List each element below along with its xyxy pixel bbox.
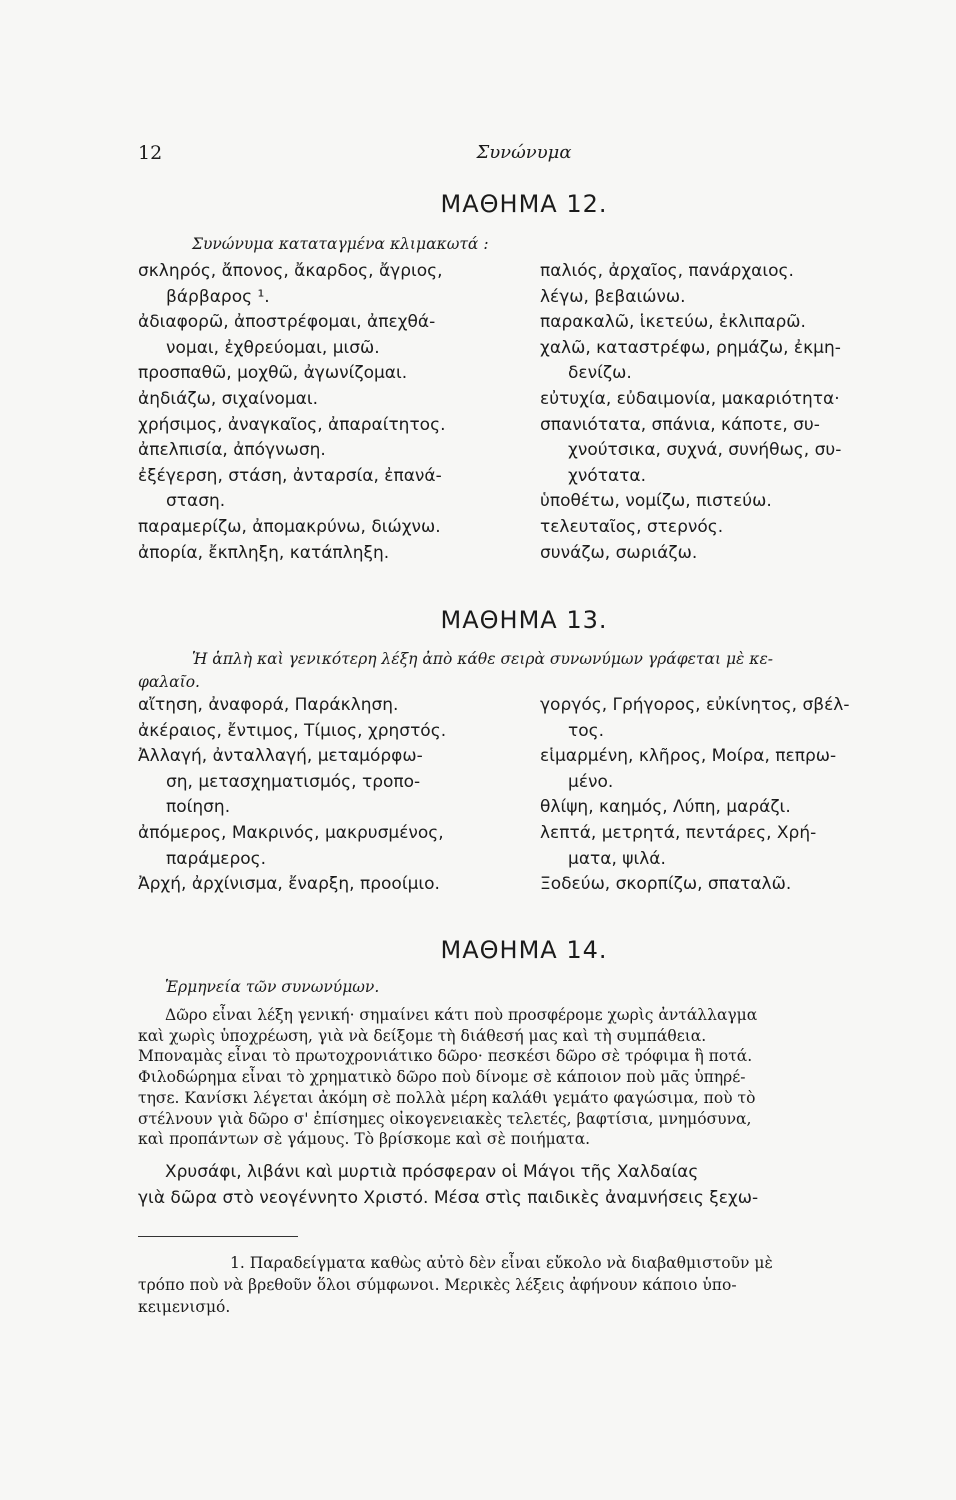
synonym-line: μένο. [568, 771, 614, 792]
synonym-line: τος. [568, 720, 605, 741]
synonym-line: παραμερίζω, ἀπομακρύνω, διώχνω. [138, 516, 441, 537]
synonym-line: γοργός, Γρήγορος, εὐκίνητος, σβέλ- [540, 695, 850, 715]
synonym-line: συνάζω, σωριάζω. [540, 542, 698, 563]
synonym-line: χνούτσικα, συχνά, συνήθως, συ- [568, 440, 842, 461]
lesson-12-title: ΜΑΘΗΜΑ 12. [440, 190, 608, 218]
synonym-line: ἀδιαφορῶ, ἀποστρέφομαι, ἀπεχθά- [138, 312, 436, 333]
lesson-12-right-column [540, 259, 912, 566]
footnote [138, 1252, 910, 1318]
running-title: Συνώνυμα [476, 142, 572, 163]
synonym-line: ἀπορία, ἔκπληξη, κατάπληξη. [138, 542, 390, 563]
synonym-line: ἀπελπισία, ἀπόγνωση. [138, 440, 326, 461]
paragraph-line: καὶ χωρὶς ὑποχρέωση, γιὰ νὰ δείξομε τὴ διάθεσή μας καὶ τὴ συμπάθεια. [138, 1026, 707, 1045]
synonym-line: Ἀρχή, ἀρχίνισμα, ἔναρξη, προοίμιο. [138, 874, 440, 895]
synonym-line: λέγω, βεβαιώνω. [540, 286, 686, 307]
synonym-line: ποίηση. [166, 797, 231, 818]
synonym-line: ματα, ψιλά. [568, 848, 666, 869]
synonym-line: Ἀλλαγή, ἀνταλλαγή, μεταμόρφω- [138, 746, 423, 767]
synonym-line: ση, μετασχηματισμός, τροπο- [166, 771, 421, 792]
synonym-line: δενίζω. [568, 363, 632, 384]
synonym-line: αἴτηση, ἀναφορά, Παράκληση. [138, 695, 399, 715]
paragraph-line: γιὰ δῶρα στὸ νεογέννητο Χριστό. Μέσα στὶς παιδικὲς ἀναμνήσεις ξεχω- [138, 1188, 759, 1208]
synonym-line: χνότατα. [568, 465, 647, 486]
synonym-line: εὐτυχία, εὐδαιμονία, μακαριότητα· [540, 388, 840, 409]
synonym-line: νομαι, ἐχθρεύομαι, μισῶ. [166, 337, 380, 358]
page-header [138, 142, 910, 166]
lesson-14-paragraph-2 [138, 1159, 910, 1211]
paragraph-line: Φιλοδώρημα εἶναι τὸ χρηματικὸ δῶρο ποὺ δίνομε σὲ κάποιον ποὺ μᾶς ὑπηρέ- [138, 1068, 746, 1087]
synonym-line: σταση. [166, 491, 226, 512]
paragraph-line: Χρυσάφι, λιβάνι καὶ μυρτιὰ πρόσφεραν οἱ Μάγοι τῆς Χαλδαίας [165, 1162, 699, 1182]
synonym-line: Ξοδεύω, σκορπίζω, σπαταλῶ. [540, 874, 792, 895]
synonym-line: ἐξέγερση, στάση, ἀνταρσία, ἐπανά- [138, 465, 442, 486]
footnote-line: κειμενισμό. [138, 1298, 231, 1316]
lesson-12-subtitle: Συνώνυμα καταταγμένα κλιμακωτά : [192, 235, 489, 253]
synonym-line: προσπαθῶ, μοχθῶ, ἀγωνίζομαι. [138, 363, 408, 384]
paragraph-line: Δῶρο εἶναι λέξη γενική· σημαίνει κάτι ποὺ προσφέρομε χωρὶς ἀντάλλαγμα [165, 1006, 758, 1024]
synonym-line: ἀκέραιος, ἔντιμος, Τίμιος, χρηστός. [138, 720, 447, 741]
paragraph-line: Μποναμὰς εἶναι τὸ πρωτοχρονιάτικο δῶρο· πεσκέσι δῶρο σὲ τρόφιμα ἢ ποτά. [138, 1047, 753, 1066]
synonym-line: τελευταῖος, στερνός. [540, 516, 724, 537]
paragraph-line: καὶ προπάντων σὲ γάμους. Τὸ βρίσκομε καὶ σὲ ποιήματα. [138, 1130, 591, 1149]
synonym-line: ἀπόμερος, Μακρινός, μακρυσμένος, [138, 822, 444, 843]
lesson-13-right-column [540, 693, 912, 898]
synonym-line: ἀηδιάζω, σιχαίνομαι. [138, 388, 319, 409]
synonym-line: ὑποθέτω, νομίζω, πιστεύω. [540, 491, 772, 512]
synonym-line: βάρβαρος ¹. [166, 286, 270, 307]
synonym-line: θλίψη, καημός, Λύπη, μαράζι. [540, 797, 791, 818]
synonym-line: σκληρός, ἄπονος, ἄκαρδος, ἄγριος, [138, 261, 443, 281]
lesson-14-subtitle: Ἑρμηνεία τῶν συνωνύμων. [165, 978, 380, 996]
lesson-13-left-column [138, 693, 528, 898]
lesson-12-left-column [138, 259, 528, 566]
page-number: 12 [138, 142, 163, 164]
synonym-line: χαλῶ, καταστρέφω, ρημάζω, ἐκμη- [540, 337, 841, 358]
lesson-13-instruction-cont: φαλαῖο. [138, 673, 200, 691]
synonym-line: εἱμαρμένη, κλῆρος, Μοίρα, πεπρω- [540, 746, 837, 767]
lesson-14-title: ΜΑΘΗΜΑ 14. [440, 936, 608, 964]
synonym-line: σπανιότατα, σπάνια, κάποτε, συ- [540, 414, 820, 435]
synonym-line: χρήσιμος, ἀναγκαῖος, ἀπαραίτητος. [138, 414, 446, 435]
footnote-divider [138, 1236, 298, 1237]
lesson-13-title: ΜΑΘΗΜΑ 13. [440, 606, 608, 634]
synonym-line: παρακαλῶ, ἱκετεύω, ἐκλιπαρῶ. [540, 312, 806, 333]
paragraph-line: στέλνουν γιὰ δῶρο σ' ἐπίσημες οἰκογενειακὲς τελετές, βαφτίσια, μνημόσυνα, [138, 1109, 752, 1128]
paragraph-line: τησε. Κανίσκι λέγεται ἀκόμη σὲ πολλὰ μέρη καλάθι γεμάτο φαγώσιμα, ποὺ τὸ [138, 1088, 756, 1107]
lesson-13-instruction: Ἡ ἁπλὴ καὶ γενικότερη λέξη ἀπὸ κάθε σειρὰ συνωνύμων γράφεται μὲ κε- [192, 650, 773, 668]
synonym-line: λεπτά, μετρητά, πεντάρες, Χρή- [540, 822, 817, 843]
footnote-line: τρόπο ποὺ νὰ βρεθοῦν ὅλοι σύμφωνοι. Μερικὲς λέξεις ἀφήνουν κάποιο ὑπο- [138, 1276, 737, 1294]
lesson-14-paragraph [138, 1005, 910, 1150]
synonym-line: παλιός, ἀρχαῖος, πανάρχαιος. [540, 261, 794, 281]
footnote-line: 1. Παραδείγματα καθὼς αὐτὸ δὲν εἶναι εὔκολο νὰ διαβαθμιστοῦν μὲ [230, 1254, 773, 1272]
synonym-line: παράμερος. [166, 848, 267, 869]
